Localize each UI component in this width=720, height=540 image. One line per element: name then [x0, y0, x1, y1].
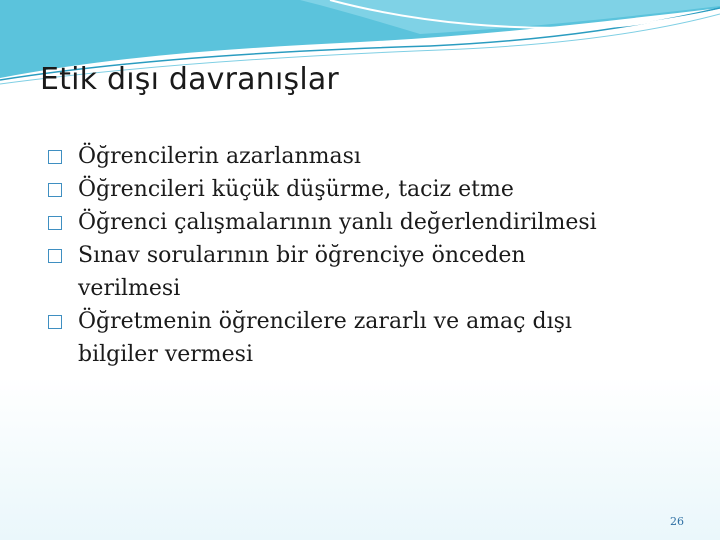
square-bullet-icon	[48, 183, 62, 197]
bullet-item	[48, 140, 608, 173]
page-number: 26	[670, 515, 684, 528]
bullet-text: Öğrencileri küçük düşürme, taciz etme	[78, 177, 514, 202]
bullet-item	[48, 206, 608, 239]
bullet-item	[48, 239, 608, 305]
bullet-item	[48, 305, 608, 371]
slide-title: Etik dışı davranışlar	[40, 62, 339, 97]
square-bullet-icon	[48, 216, 62, 230]
square-bullet-icon	[48, 150, 62, 164]
square-bullet-icon	[48, 315, 62, 329]
bullet-text: Öğrencilerin azarlanması	[78, 144, 361, 169]
square-bullet-icon	[48, 249, 62, 263]
bullet-text: Öğrenci çalışmalarının yanlı değerlendirilmesi	[78, 210, 597, 235]
bullet-item	[48, 173, 608, 206]
bullet-list	[48, 140, 608, 371]
bullet-text: Sınav sorularının bir öğrenciye önceden verilmesi	[78, 243, 526, 301]
bullet-text: Öğretmenin öğrencilere zararlı ve amaç dışı bilgiler vermesi	[78, 309, 572, 367]
